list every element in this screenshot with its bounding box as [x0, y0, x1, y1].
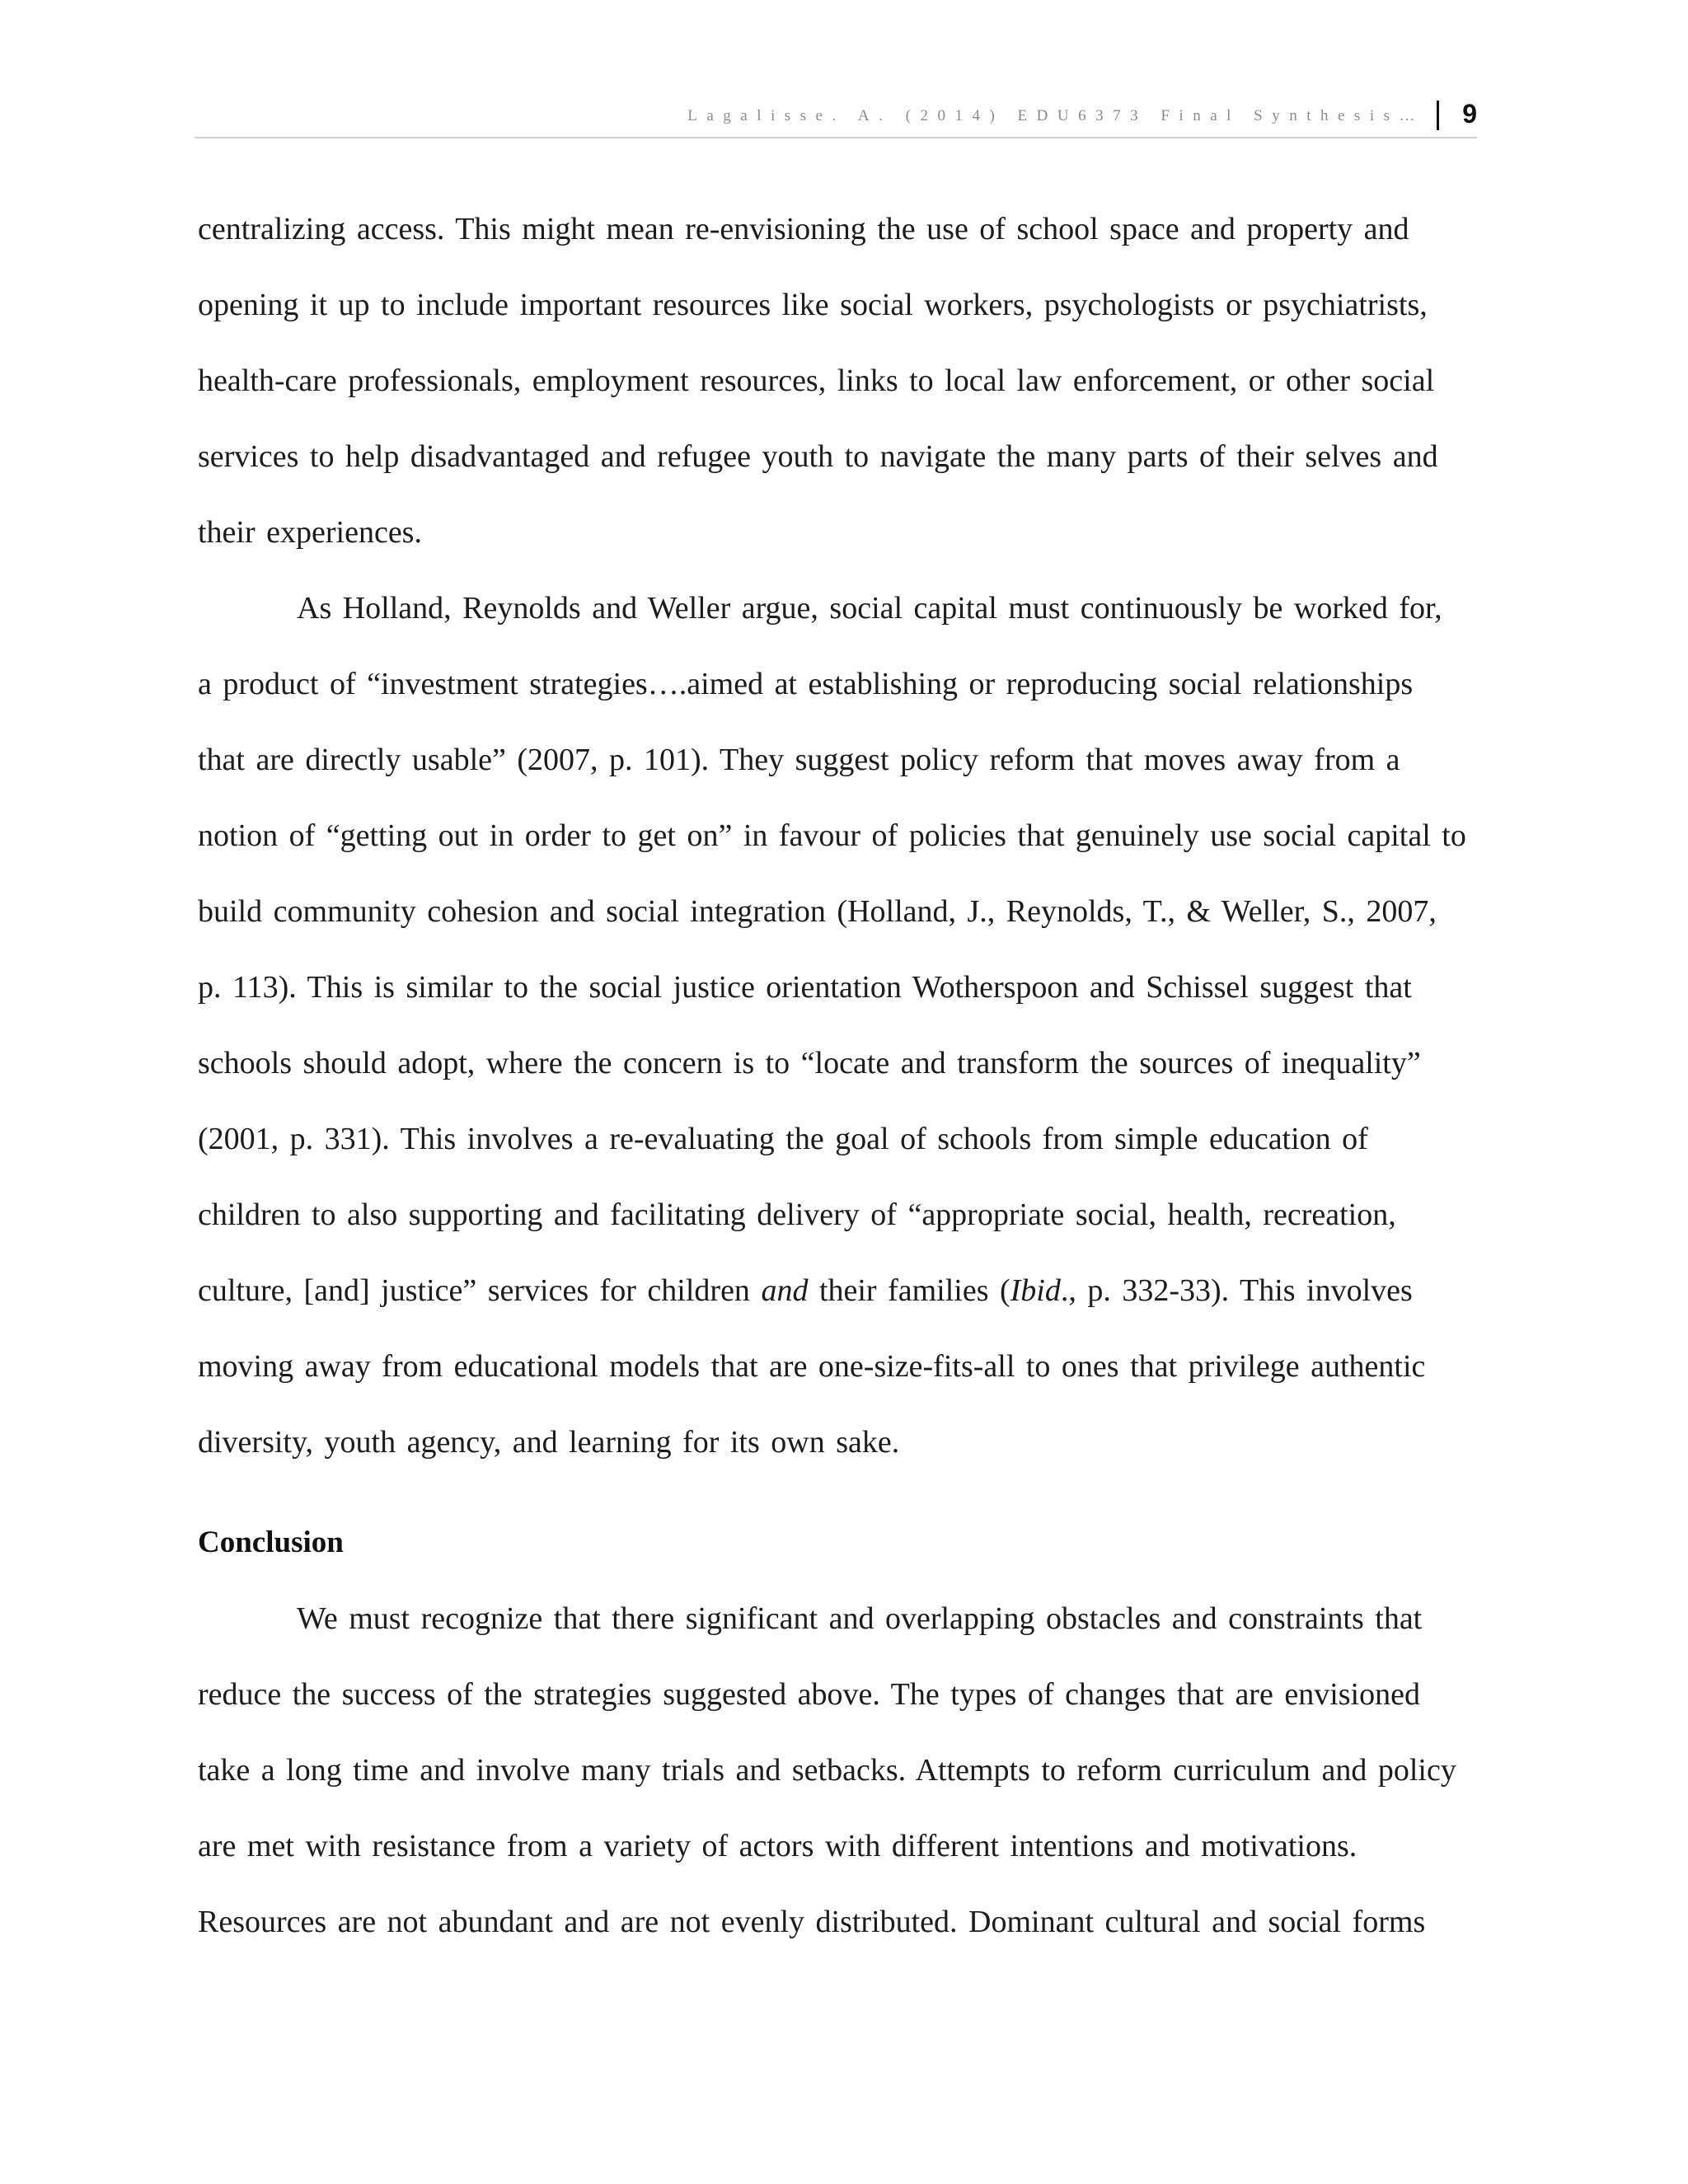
- text-line: Resources are not abundant and are not evenly distributed. Dominant cultural and social forms: [198, 1905, 1426, 1939]
- text-line: build community cohesion and social integration (Holland, J., Reynolds, T., & Weller, S., 2007,: [198, 894, 1437, 929]
- text-line: reduce the success of the strategies suggested above. The types of changes that are envisioned: [198, 1677, 1420, 1712]
- italic-text: and: [761, 1273, 809, 1308]
- text-line: opening it up to include important resources like social workers, psychologists or psychiatrists,: [198, 288, 1428, 322]
- running-header: [195, 101, 1477, 137]
- text-span: culture, [and] justice” services for children: [198, 1273, 762, 1308]
- header-rule: [195, 137, 1477, 138]
- running-title: Lagalisse. A. (2014) EDU6373 Final Synthesis…: [687, 107, 1424, 124]
- text-line: their experiences.: [198, 515, 422, 550]
- text-line: schools should adopt, where the concern is to “locate and transform the sources of inequality”: [198, 1046, 1421, 1080]
- text-line-mixed: [198, 1253, 1500, 1329]
- text-span: their families (: [808, 1273, 1010, 1308]
- text-line: health-care professionals, employment resources, links to local law enforcement, or other social: [198, 363, 1435, 398]
- text-line: take a long time and involve many trials and setbacks. Attempts to reform curriculum and policy: [198, 1753, 1456, 1788]
- text-line: moving away from educational models that are one-size-fits-all to ones that privilege authentic: [198, 1349, 1426, 1384]
- text-span: ., p. 332-33). This involves: [1060, 1273, 1413, 1308]
- body-text: [198, 191, 1500, 1960]
- text-line: p. 113). This is similar to the social justice orientation Wotherspoon and Schissel suggest that: [198, 970, 1412, 1005]
- text-line: notion of “getting out in order to get on” in favour of policies that genuinely use social capital to: [198, 818, 1466, 853]
- section-heading: Conclusion: [198, 1526, 344, 1559]
- text-line: centralizing access. This might mean re-envisioning the use of school space and property and: [198, 212, 1409, 246]
- text-line: services to help disadvantaged and refugee youth to navigate the many parts of their selves and: [198, 439, 1438, 474]
- page-number: 9: [1462, 99, 1477, 129]
- text-line: children to also supporting and facilitating delivery of “appropriate social, health, recreation,: [198, 1197, 1396, 1232]
- text-line: (2001, p. 331). This involves a re-evaluating the goal of schools from simple education of: [198, 1122, 1368, 1156]
- italic-text: Ibid: [1010, 1273, 1061, 1308]
- text-line: that are directly usable” (2007, p. 101). They suggest policy reform that moves away from a: [198, 743, 1400, 777]
- text-line: As Holland, Reynolds and Weller argue, social capital must continuously be worked for,: [297, 591, 1442, 626]
- text-line: a product of “investment strategies….aimed at establishing or reproducing social relationships: [198, 667, 1414, 701]
- text-line: We must recognize that there significant and overlapping obstacles and constraints that: [297, 1601, 1423, 1636]
- text-line: diversity, youth agency, and learning for its own sake.: [198, 1425, 900, 1460]
- text-line: are met with resistance from a variety of actors with different intentions and motivations.: [198, 1829, 1357, 1863]
- header-separator: [1437, 101, 1439, 130]
